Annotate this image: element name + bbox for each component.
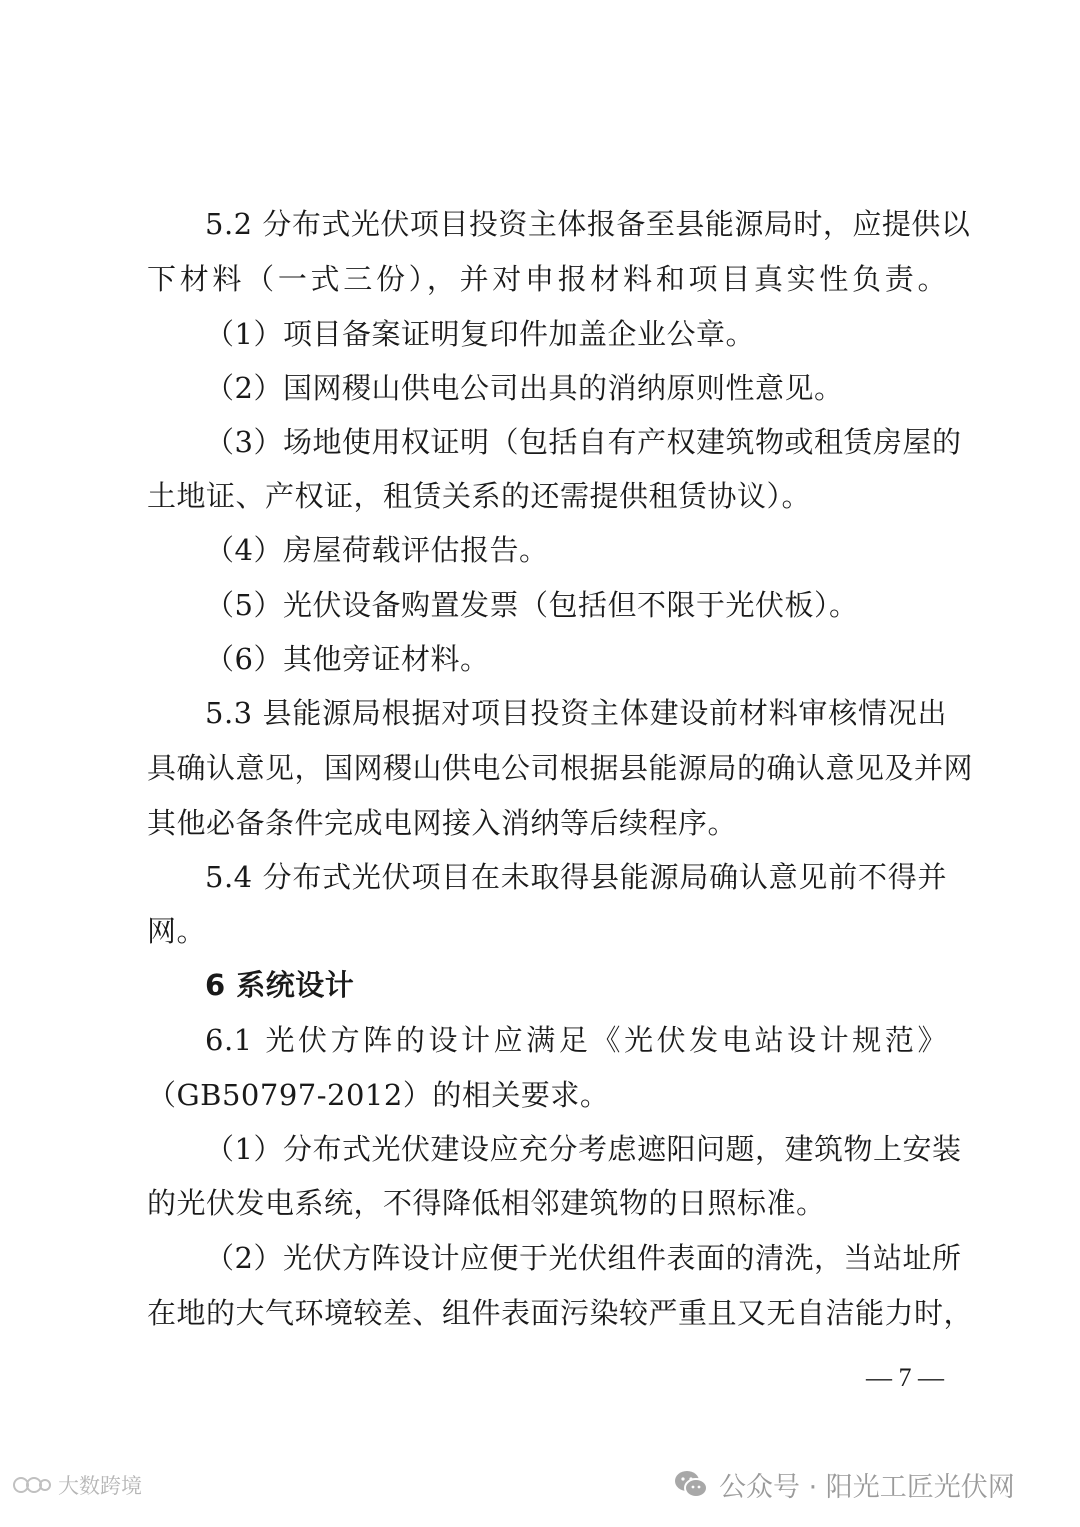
- brand-logo-icon: [12, 1474, 52, 1496]
- page-number: — 7 —: [866, 1363, 944, 1392]
- wechat-watermark: [673, 1462, 1015, 1506]
- paragraph-5-2-line-1: 5.2 分布式光伏项目投资主体报备至县能源局时，应提供以: [205, 207, 971, 241]
- paragraph-5-4-line-1: 5.4 分布式光伏项目在未取得县能源局确认意见前不得并: [205, 860, 947, 894]
- paragraph-5-3-line-2: 具确认意见，国网稷山供电公司根据县能源局的确认意见及并网: [147, 751, 974, 785]
- list-item-3-line-2: 土地证、产权证，租赁关系的还需提供租赁协议）。: [147, 479, 812, 513]
- wechat-watermark-text: 公众号 · 阳光工匠光伏网: [719, 1471, 1015, 1503]
- list-item-6-1-1-line-2: 的光伏发电系统，不得降低相邻建筑物的日照标准。: [147, 1186, 826, 1220]
- list-item-6-1-2-line-2: 在地的大气环境较差、组件表面污染较严重且又无自洁能力时，: [147, 1296, 974, 1330]
- list-item-6: （6）其他旁证材料。: [205, 642, 490, 676]
- list-item-1: （1）项目备案证明复印件加盖企业公章。: [205, 317, 755, 351]
- list-item-6-1-2-line-1: （2）光伏方阵设计应便于光伏组件表面的清洗，当站址所: [205, 1241, 962, 1275]
- list-item-3-line-1: （3）场地使用权证明（包括自有产权建筑物或租赁房屋的: [205, 425, 962, 459]
- paragraph-6-1-line-2: （GB50797-2012）的相关要求。: [147, 1078, 610, 1112]
- list-item-6-1-1-line-1: （1）分布式光伏建设应充分考虑遮阳问题，建筑物上安装: [205, 1132, 962, 1166]
- list-item-5: （5）光伏设备购置发票（包括但不限于光伏板）。: [205, 588, 859, 622]
- paragraph-5-3-line-3: 其他必备条件完成电网接入消纳等后续程序。: [147, 806, 738, 840]
- paragraph-5-4-line-2: 网。: [147, 914, 207, 948]
- paragraph-5-3-line-1: 5.3 县能源局根据对项目投资主体建设前材料审核情况出: [205, 696, 947, 730]
- paragraph-6-1-line-1: 6.1 光伏方阵的设计应满足《光伏发电站设计规范》: [205, 1023, 947, 1057]
- brand-watermark-text: 大数跨境: [58, 1474, 142, 1498]
- wechat-icon: [673, 1469, 709, 1499]
- brand-watermark: [12, 1468, 142, 1502]
- list-item-4: （4）房屋荷载评估报告。: [205, 533, 549, 567]
- paragraph-5-2-line-2: 下材料（一式三份），并对申报材料和项目真实性负责。: [147, 262, 947, 296]
- list-item-2: （2）国网稷山供电公司出具的消纳原则性意见。: [205, 371, 844, 405]
- section-heading-6: 6 系统设计: [205, 968, 355, 1002]
